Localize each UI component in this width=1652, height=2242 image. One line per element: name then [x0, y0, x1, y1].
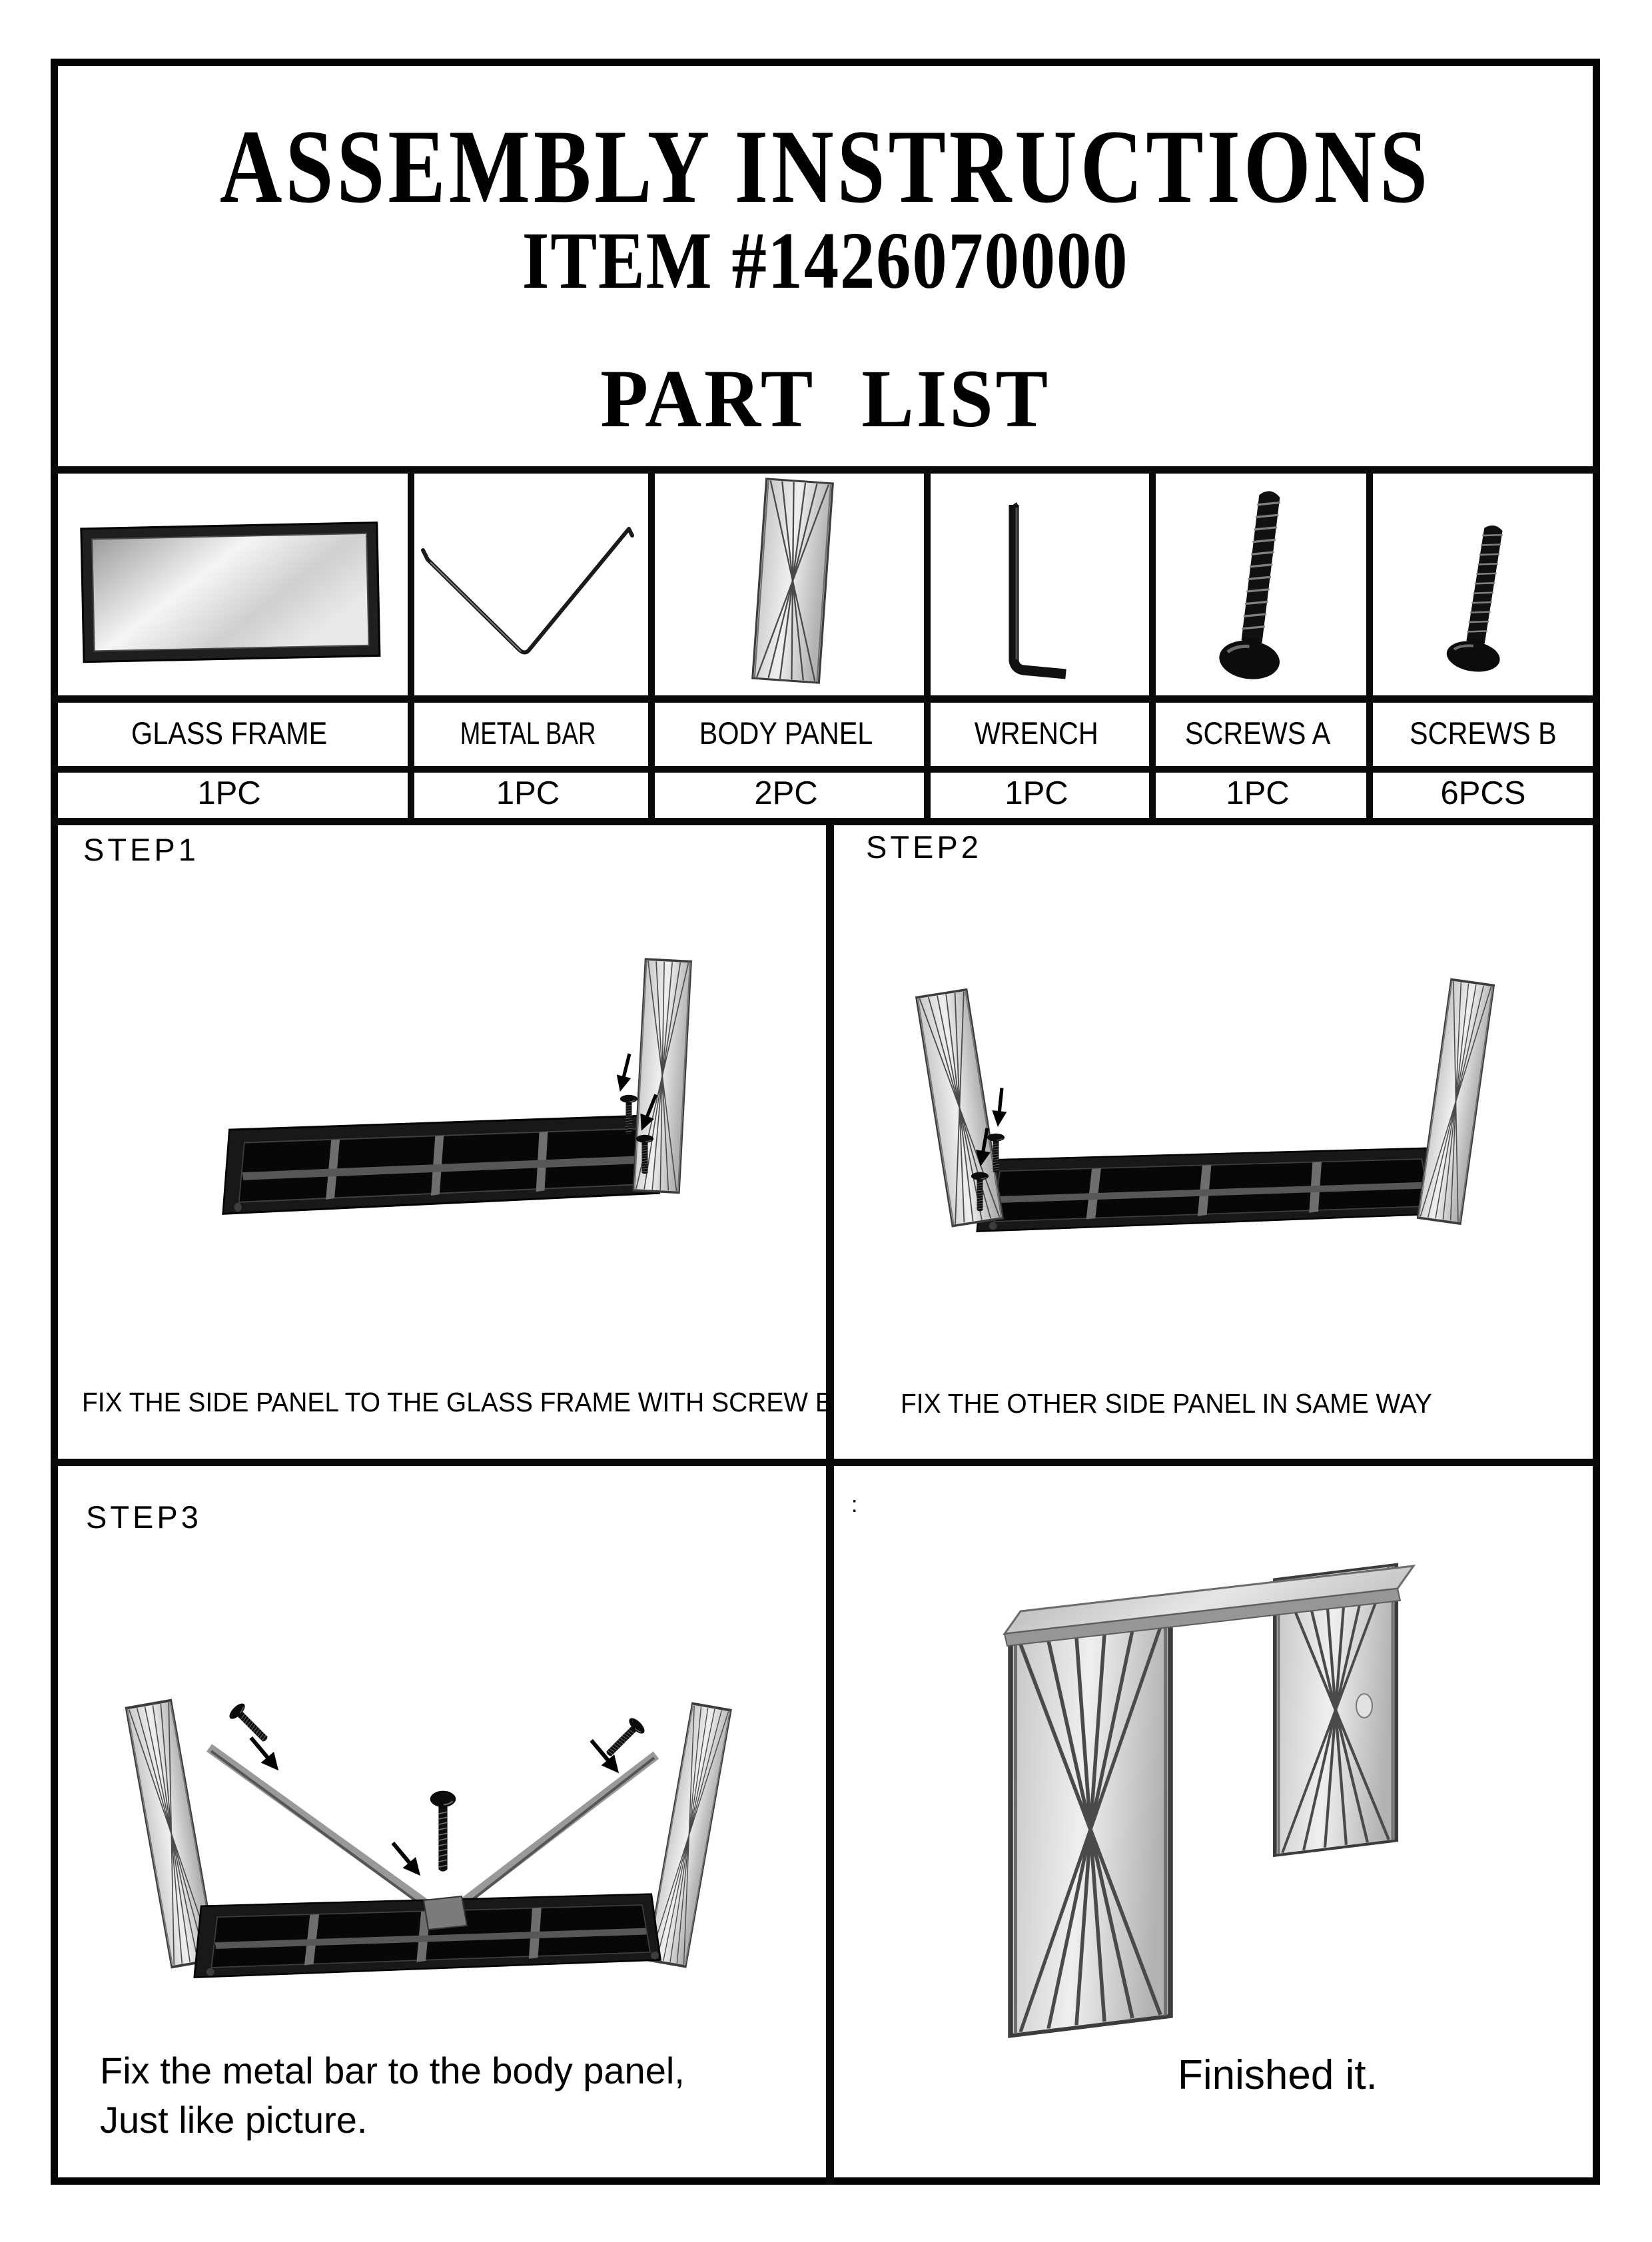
table-column-line — [924, 466, 931, 825]
screw-a-icon — [227, 1701, 273, 1747]
part-qty: 2PC — [754, 775, 818, 811]
part-qty: 1PC — [197, 775, 261, 811]
part-qty: 6PCS — [1440, 775, 1526, 811]
part-qty-cell — [414, 773, 641, 814]
part-label-cell — [1373, 703, 1593, 762]
part-qty: 1PC — [1005, 775, 1068, 811]
scan-artifact-mark: : — [851, 1492, 858, 1517]
part-label: GLASS FRAME — [131, 715, 328, 751]
part-qty-cell — [1156, 773, 1360, 814]
item-number: ITEM #1426070000 — [522, 216, 1129, 306]
step1-diagram — [58, 825, 826, 1459]
step2-caption: FIX THE OTHER SIDE PANEL IN SAME WAY — [901, 1388, 1432, 1419]
step3-caption-line1: Fix the metal bar to the body panel, — [100, 2050, 685, 2091]
part-qty: 1PC — [1226, 775, 1290, 811]
screw-a-icon — [430, 1791, 456, 1872]
table-column-line — [1149, 466, 1156, 825]
wrench-icon — [933, 494, 1146, 694]
steps-middle-line — [51, 1459, 1600, 1466]
part-label-cell — [931, 703, 1142, 762]
part-label: WRENCH — [974, 715, 1099, 751]
steps-divider-line — [826, 818, 834, 2185]
part-qty-cell — [931, 773, 1142, 814]
part-label: SCREWS A — [1184, 715, 1331, 751]
part-label-cell — [414, 703, 641, 762]
table-column-line — [648, 466, 655, 825]
body-panel-icon — [658, 472, 918, 694]
part-label: BODY PANEL — [699, 715, 873, 751]
step1-heading: STEP1 — [83, 832, 199, 867]
arrow-icon — [613, 1052, 637, 1093]
part-label-cell — [57, 703, 401, 762]
table-leg-shape — [1011, 1623, 1170, 2036]
step3-caption-line2: Just like picture. — [100, 2099, 368, 2141]
part-label-cell — [1156, 703, 1360, 762]
arrow-icon — [991, 1087, 1009, 1128]
metal-bar-shape — [209, 1748, 656, 1917]
page-title: ASSEMBLY INSTRUCTIONS — [219, 109, 1432, 225]
finished-caption: Finished it. — [1178, 2052, 1378, 2098]
metal-bar-icon — [418, 520, 645, 686]
step2-diagram — [841, 825, 1594, 1459]
part-qty-cell — [655, 773, 917, 814]
part-qty-cell — [57, 773, 401, 814]
part-label-cell — [655, 703, 917, 762]
step2-heading: STEP2 — [866, 829, 982, 865]
part-label: METAL BAR — [460, 715, 596, 751]
part-list-heading: PART LIST — [600, 353, 1050, 444]
side-panel-shape — [1418, 979, 1494, 1224]
glass-frame-icon — [75, 516, 394, 676]
step1-caption: FIX THE SIDE PANEL TO THE GLASS FRAME WITH SCREW B — [82, 1387, 833, 1417]
part-qty: 1PC — [496, 775, 560, 811]
screw-b-icon — [1383, 510, 1583, 683]
part-label: SCREWS B — [1410, 715, 1557, 751]
table-column-line — [408, 466, 414, 825]
side-panel-shape — [647, 1703, 731, 1966]
screw-a-icon — [1159, 474, 1359, 690]
side-panel-shape — [916, 990, 1003, 1226]
part-qty-cell — [1373, 773, 1593, 814]
step3-heading: STEP3 — [86, 1499, 202, 1535]
table-column-line — [1366, 466, 1373, 825]
bar-bracket-shape — [424, 1896, 467, 1930]
screw-a-icon — [601, 1716, 647, 1762]
